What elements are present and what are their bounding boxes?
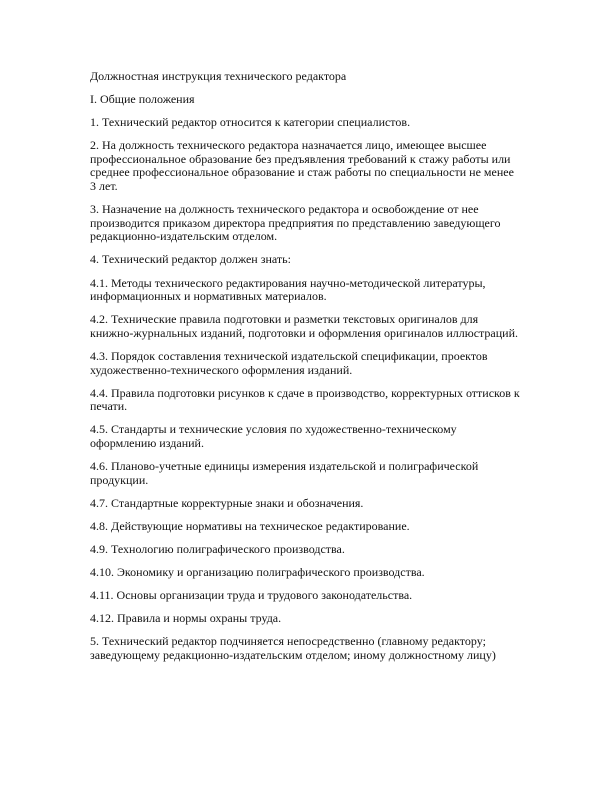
paragraph-2: 2. На должность технического редактора назначается лицо, имеющее высшее профессиональное образование без предъявления требований к стажу работы или среднее профессиональное образование и стаж работы по специальности не менее 3 лет. xyxy=(90,138,514,194)
document-title: Должностная инструкция технического редактора xyxy=(90,69,347,83)
paragraph-4-11: 4.11. Основы организации труда и трудового законодательства. xyxy=(90,588,413,603)
paragraph-4-4: 4.4. Правила подготовки рисунков к сдаче в производство, корректурных оттисков к печати. xyxy=(90,385,520,414)
paragraph-4-2: 4.2. Технические правила подготовки и разметки текстовых оригиналов для книжно-журнальных изданий, подготовки и оформления оригиналов иллюстраций. xyxy=(90,312,518,340)
section-heading: I. Общие положения xyxy=(90,92,195,107)
paragraph-4: 4. Технический редактор должен знать: xyxy=(90,252,291,267)
paragraph-4-9: 4.9. Технологию полиграфического производства. xyxy=(90,541,345,556)
paragraph-4-5: 4.5. Стандарты и технические условия по художественно-техническому оформлению изданий. xyxy=(90,422,457,450)
paragraph-4-6: 4.6. Планово-учетные единицы измерения издательской и полиграфической продукции. xyxy=(90,458,479,487)
paragraph-3: 3. Назначение на должность технического редактора и освобождение от нее производится приказом директора предприятия по представлению заведующего редакционно-издательским отделом. xyxy=(90,202,501,244)
paragraph-1: 1. Технический редактор относится к категории специалистов. xyxy=(90,115,411,130)
paragraph-4-10: 4.10. Экономику и организацию полиграфического производства. xyxy=(90,564,425,579)
paragraph-4-1: 4.1. Методы технического редактирования научно-методической литературы, информационных и нормативных материалов. xyxy=(90,275,486,304)
paragraph-4-8: 4.8. Действующие нормативы на техническое редактирование. xyxy=(90,518,410,533)
paragraph-4-7: 4.7. Стандартные корректурные знаки и обозначения. xyxy=(90,495,364,510)
paragraph-4-12: 4.12. Правила и нормы охраны труда. xyxy=(90,611,282,626)
paragraph-5: 5. Технический редактор подчиняется непосредственно (главному редактору; заведующему редакционно-издательским отделом; иному должностному лицу) xyxy=(90,634,496,662)
paragraph-4-3: 4.3. Порядок составления технической издательской спецификации, проектов художественно-технического оформления изданий. xyxy=(90,348,488,377)
document-body xyxy=(90,70,522,672)
